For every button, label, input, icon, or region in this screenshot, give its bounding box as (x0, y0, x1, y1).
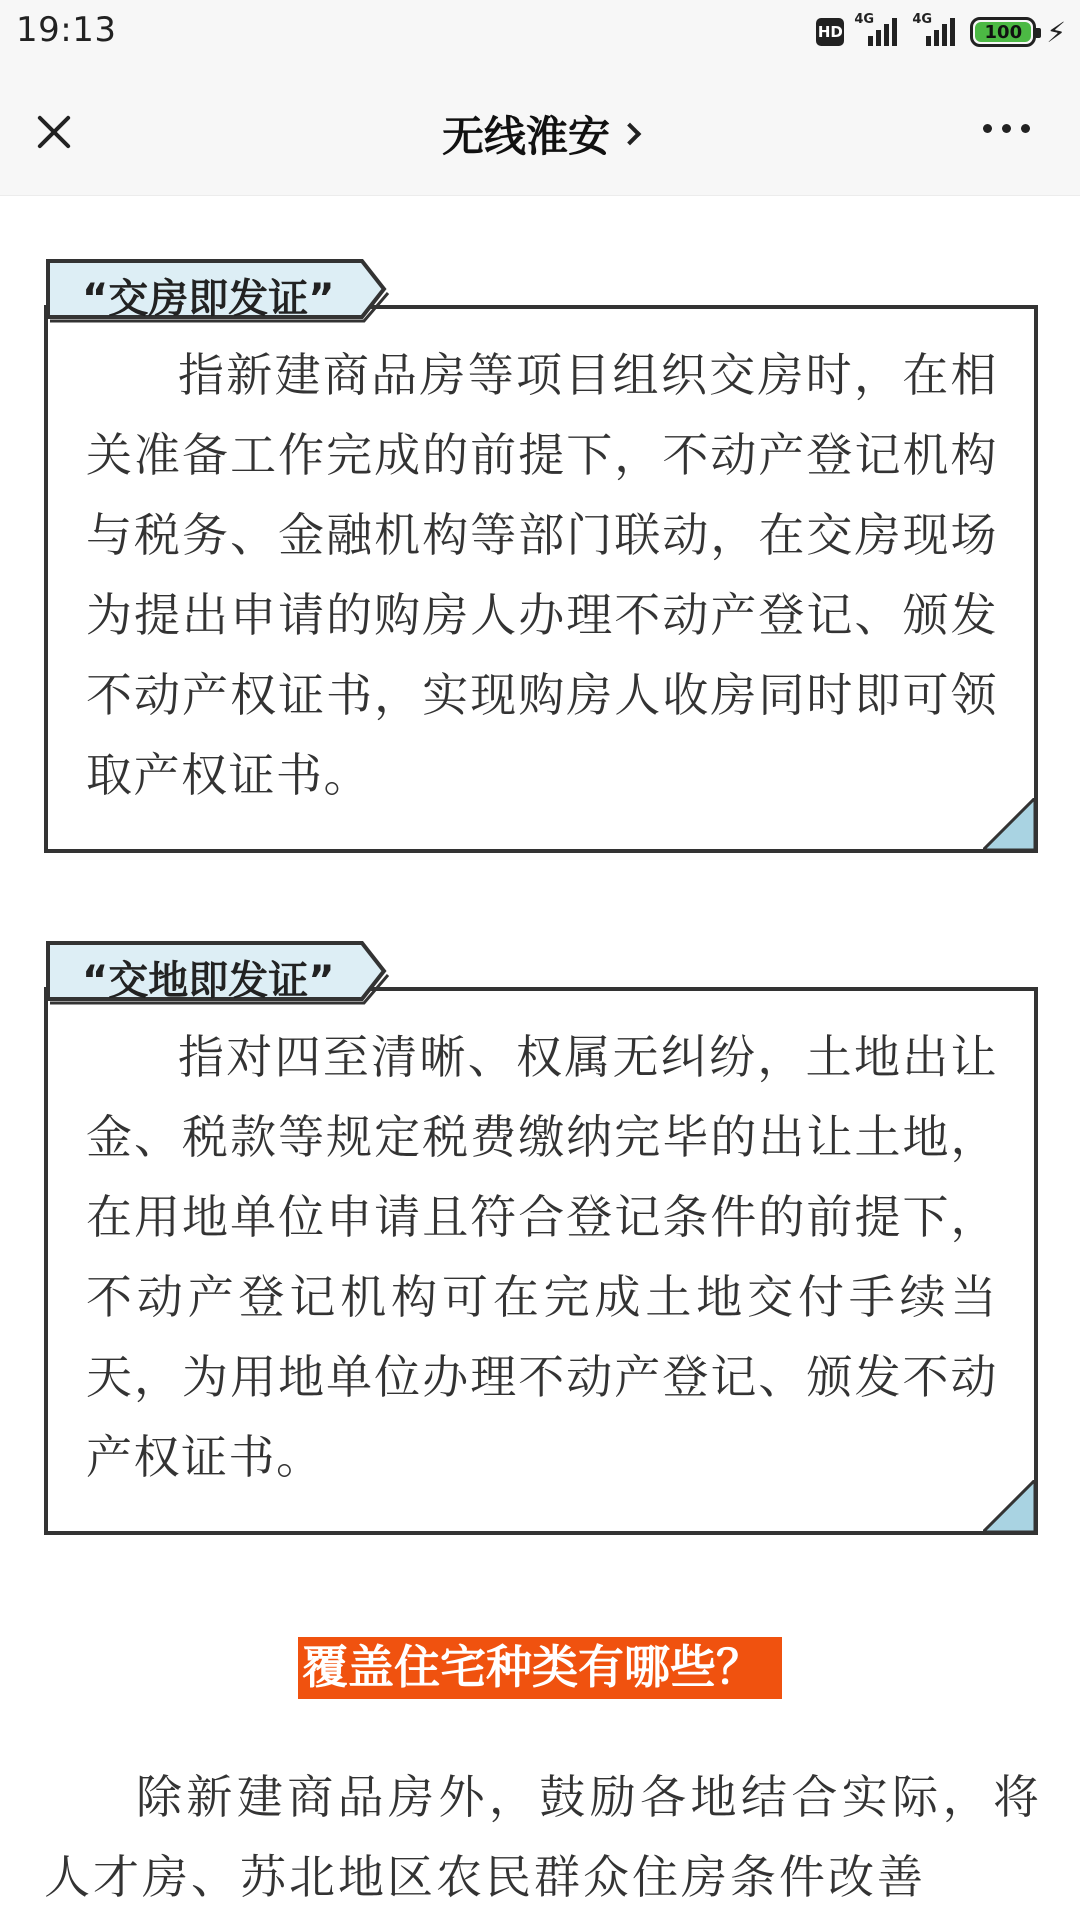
definition-card (44, 939, 1038, 1559)
card-box (44, 987, 1038, 1535)
card-box (44, 305, 1038, 853)
chevron-right-icon (619, 123, 642, 146)
page-title: 无线淮安 (441, 112, 610, 161)
battery-icon (970, 17, 1036, 47)
card-tag-label: “交房即发证” (82, 276, 335, 322)
definition-card (44, 257, 1038, 877)
card-tag (44, 939, 390, 1007)
status-icons (816, 14, 1066, 50)
card-text: 指对四至清晰、权属无纠纷，土地出让金、税款等规定税费缴纳完毕的出让土地，在用地单位申请且符合登记条件的前提下，不动产登记机构可在完成土地交付手续当天，为用地单位办理不动产登记、颁发不动产权证书。 (86, 1030, 998, 1484)
card-text: 指新建商品房等项目组织交房时，在相关准备工作完成的前提下，不动产登记机构与税务、金融机构等部门联动，在交房现场为提出申请的购房人办理不动产登记、颁发不动产权证书，实现购房人收房同时即可领取产权证书。 (86, 348, 998, 802)
card-tag-label: “交地即发证” (82, 958, 335, 1004)
account-title-link[interactable] (0, 104, 1080, 164)
card-tag (44, 257, 390, 325)
corner-fold-icon (983, 798, 1035, 850)
corner-fold-icon (983, 1480, 1035, 1532)
signal-icon (854, 14, 902, 50)
section-heading: 覆盖住宅种类有哪些？ (298, 1637, 782, 1699)
status-time: 19:13 (16, 10, 117, 50)
network-type-label-2: 4G (912, 12, 933, 27)
nav-bar (0, 64, 1080, 196)
signal-icon-2 (912, 14, 960, 50)
charging-icon: ⚡ (1046, 15, 1066, 49)
network-type-label: 4G (854, 12, 875, 27)
more-options-icon[interactable] (983, 124, 1030, 133)
section-heading-wrap (0, 1637, 1080, 1699)
hd-icon: HD (816, 18, 844, 46)
battery-level: 100 (975, 22, 1031, 42)
status-bar (0, 0, 1080, 64)
body-paragraph: 除新建商品房外，鼓励各地结合实际，将人才房、苏北地区农民群众住房条件改善 (44, 1770, 1042, 1904)
